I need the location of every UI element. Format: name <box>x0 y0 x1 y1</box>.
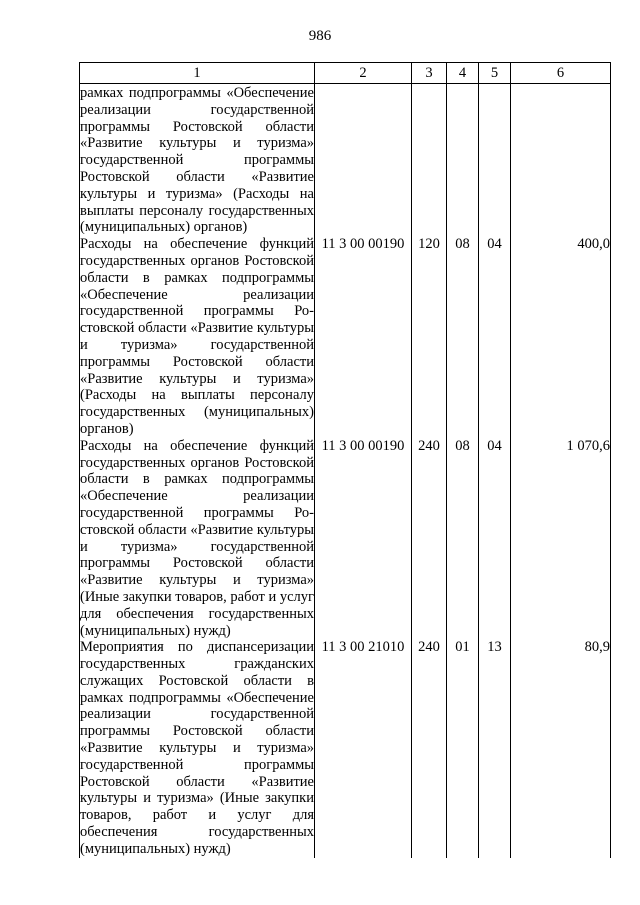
table-row <box>80 639 611 857</box>
row-sum <box>511 84 611 237</box>
row-target-code: 11 3 00 00190 <box>315 438 412 640</box>
header-col-5: 5 <box>479 63 511 84</box>
row-target-code: 11 3 00 21010 <box>315 639 412 857</box>
row-name: Расходы на обеспечение функций государственных органов Ростовской области в рамках подпрограммы «Обеспечение реализации государственной программы Ростовской области «Развитие культуры и туризма» государственной программы Ростовской области «Развитие культуры и туризма» (Расходы на выплаты персоналу государственных (муниципальных) органов) <box>80 236 314 437</box>
row-target-code: 11 3 00 00190 <box>315 236 412 438</box>
header-col-1: 1 <box>80 63 315 84</box>
table-header <box>80 63 611 84</box>
row-expense-type: 240 <box>412 639 447 857</box>
page-number: 986 <box>308 28 332 44</box>
header-col-3: 3 <box>412 63 447 84</box>
row-expense-type <box>412 84 447 237</box>
table-row <box>80 84 611 237</box>
row-name: Расходы на обеспечение функций государственных органов Ростовской области в рамках подпрограммы «Обеспечение реализации государственной программы Ростовской области «Развитие культуры и туризма» государственной программы Ростовской области «Развитие культуры и туризма» (Иные закупки товаров, работ и услуг для обеспечения государственных (муниципальных) нужд) <box>80 437 314 639</box>
row-subsection <box>479 84 511 237</box>
header-col-4: 4 <box>447 63 479 84</box>
row-sum: 400,0 <box>511 236 611 438</box>
row-sum: 1 070,6 <box>511 438 611 640</box>
table-row <box>80 438 611 640</box>
row-target-code <box>315 84 412 237</box>
row-name: Мероприятия по диспансеризации государственных гражданских служащих Ростовской области в рамках подпрограммы «Обеспечение реализации государственной программы Ростовской области «Развитие культуры и туризма» государственной программы Ростовской области «Развитие культуры и туризма» (Иные закупки товаров, работ и услуг для обеспечения государственных (муниципальных) нужд) <box>80 639 314 857</box>
row-name: рамках подпрограммы «Обеспечение реализации государственной программы Ростовской области «Развитие культуры и туризма» государственной программы Ростовской области «Развитие культуры и туризма» (Расходы на выплаты персоналу государственных (муниципальных) органов) <box>80 85 314 236</box>
row-subsection: 04 <box>479 438 511 640</box>
row-expense-type: 120 <box>412 236 447 438</box>
header-row <box>80 63 611 84</box>
row-expense-type: 240 <box>412 438 447 640</box>
row-section: 01 <box>447 639 479 857</box>
row-sum: 80,9 <box>511 639 611 857</box>
row-subsection: 04 <box>479 236 511 438</box>
row-section: 08 <box>447 236 479 438</box>
table-body <box>80 84 611 858</box>
header-col-2: 2 <box>315 63 412 84</box>
budget-table <box>79 62 611 858</box>
row-section <box>447 84 479 237</box>
row-section: 08 <box>447 438 479 640</box>
header-col-6: 6 <box>511 63 611 84</box>
table-row <box>80 236 611 438</box>
row-subsection: 13 <box>479 639 511 857</box>
